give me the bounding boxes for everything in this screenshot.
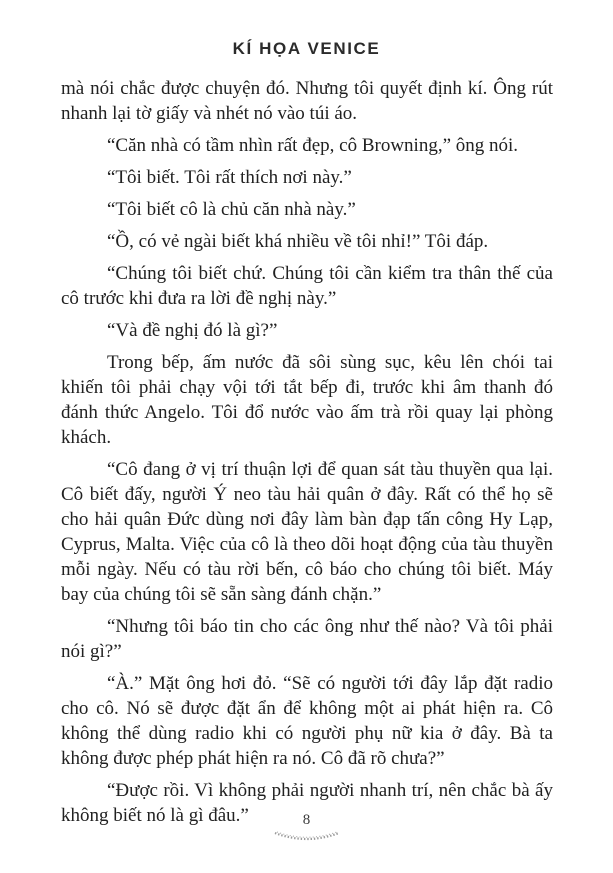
paragraph: “Chúng tôi biết chứ. Chúng tôi cần kiểm tra thân thế của cô trước khi đưa ra lời đề nghị này.” xyxy=(61,263,553,309)
paragraph: “Và đề nghị đó là gì?” xyxy=(107,320,278,341)
paragraph: “Căn nhà có tầm nhìn rất đẹp, cô Browning,” ông nói. xyxy=(107,135,519,156)
paragraph: mà nói chắc được chuyện đó. Nhưng tôi quyết định kí. Ông rút nhanh lại tờ giấy và nhét nó vào túi áo. xyxy=(61,78,553,124)
paragraph: “Tôi biết cô là chủ căn nhà này.” xyxy=(107,199,356,220)
paragraph: “Ồ, có vẻ ngài biết khá nhiều về tôi nhỉ!” Tôi đáp. xyxy=(107,231,489,252)
paragraph: “Được rồi. Vì không phải người nhanh trí, nên chắc bà ấy không biết nó là gì đâu.” xyxy=(61,780,553,826)
page-body xyxy=(61,76,553,835)
laurel-flourish-icon xyxy=(273,830,341,844)
paragraph: “Cô đang ở vị trí thuận lợi để quan sát tàu thuyền qua lại. Cô biết đấy, người Ý neo tàu hải quân ở đây. Rất có thể họ sẽ cho hải quân Đức dùng nơi đây làm bàn đạp tấn công Hy Lạp, Cyprus, Malta. Việc của cô là theo dõi hoạt động của tàu thuyền mỗi ngày. Nếu có tàu rời bến, cô báo cho chúng tôi biết. Máy bay của chúng tôi sẽ sẵn sàng đánh chặn.” xyxy=(61,459,553,605)
paragraph: “Nhưng tôi báo tin cho các ông như thế nào? Và tôi phải nói gì?” xyxy=(61,616,553,662)
page-number: 8 xyxy=(302,812,311,828)
paragraph: “Tôi biết. Tôi rất thích nơi này.” xyxy=(107,167,352,188)
page-footer xyxy=(0,812,613,844)
paragraph: Trong bếp, ấm nước đã sôi sùng sục, kêu lên chói tai khiến tôi phải chạy vội tới tắt bếp đi, trước khi âm thanh đó đánh thức Angelo. Tôi đổ nước vào ấm trà rồi quay lại phòng khách. xyxy=(61,352,553,448)
running-header: KÍ HỌA VENICE xyxy=(232,39,381,58)
paragraph: “À.” Mặt ông hơi đỏ. “Sẽ có người tới đây lắp đặt radio cho cô. Nó sẽ được đặt ẩn để không một ai phát hiện ra. Cô không thể dùng radio khi có người phụ nữ kia ở đây. Bà ta không được phép phát hiện ra nó. Cô đã rõ chưa?” xyxy=(61,673,553,769)
